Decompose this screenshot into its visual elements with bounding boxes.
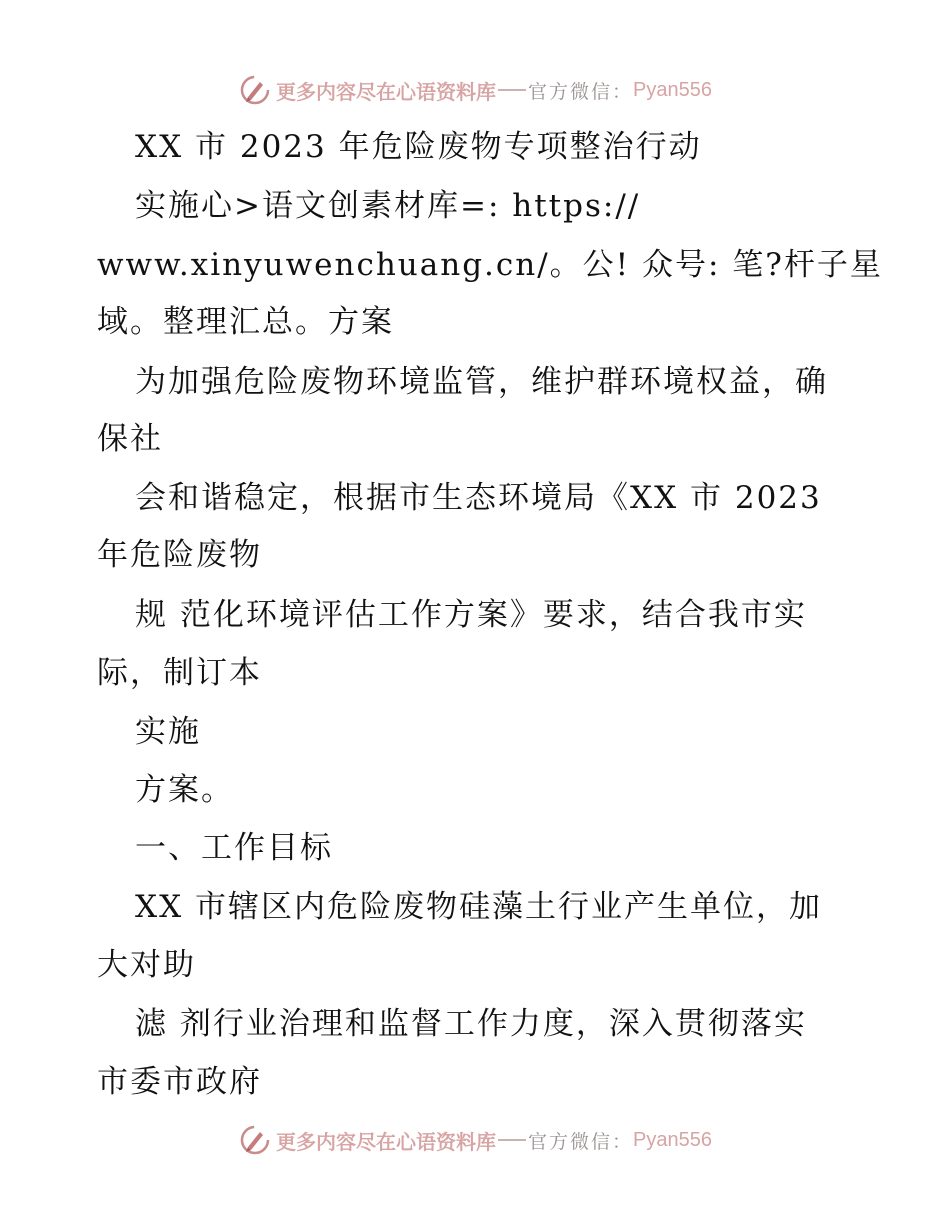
doc-line: 实施心>语文创素材库=: https:// — [135, 188, 641, 224]
doc-line: 大对助 — [97, 947, 196, 983]
doc-line: 方案。 — [135, 772, 234, 808]
doc-line: 实施 — [135, 714, 201, 750]
doc-line: 保社 — [97, 421, 163, 457]
pen-swirl-logo-icon — [238, 73, 272, 107]
header-banner-dash — [498, 89, 526, 91]
section-heading: 一、工作目标 — [135, 830, 333, 866]
footer-banner-wechat-id: Pyan556 — [633, 1128, 712, 1151]
doc-line: 市委市政府 — [97, 1064, 262, 1100]
doc-line: 际，制订本 — [97, 655, 262, 691]
doc-title-line: XX 市 2023 年危险废物专项整治行动 — [135, 129, 702, 165]
pen-swirl-logo-icon — [238, 1123, 272, 1157]
footer-watermark-banner — [0, 1120, 950, 1160]
footer-banner-main-text: 更多内容尽在心语资料库 — [276, 1129, 496, 1154]
header-banner-main-text: 更多内容尽在心语资料库 — [276, 79, 496, 104]
doc-line: www.xinyuwenchuang.cn/。公! 众号: 笔?杆子星 — [97, 247, 883, 283]
doc-line: 滤 剂行业治理和监督工作力度，深入贯彻落实 — [135, 1006, 807, 1042]
footer-banner-dash — [498, 1139, 526, 1141]
doc-line: 年危险废物 — [97, 537, 262, 573]
header-banner-wechat-id: Pyan556 — [633, 78, 712, 101]
footer-banner-sub-text: 官方微信： — [528, 1130, 634, 1153]
doc-line: XX 市辖区内危险废物硅藻土行业产生单位，加 — [135, 889, 822, 925]
header-banner-sub-text: 官方微信： — [528, 80, 634, 103]
doc-line: 为加强危险废物环境监管，维护群环境权益，确 — [135, 364, 828, 400]
doc-line: 规 范化环境评估工作方案》要求，结合我市实 — [135, 597, 807, 633]
header-watermark-banner — [0, 70, 950, 110]
doc-line: 域。整理汇总。方案 — [97, 304, 394, 340]
doc-line: 会和谐稳定，根据市生态环境局《XX 市 2023 — [135, 480, 822, 516]
